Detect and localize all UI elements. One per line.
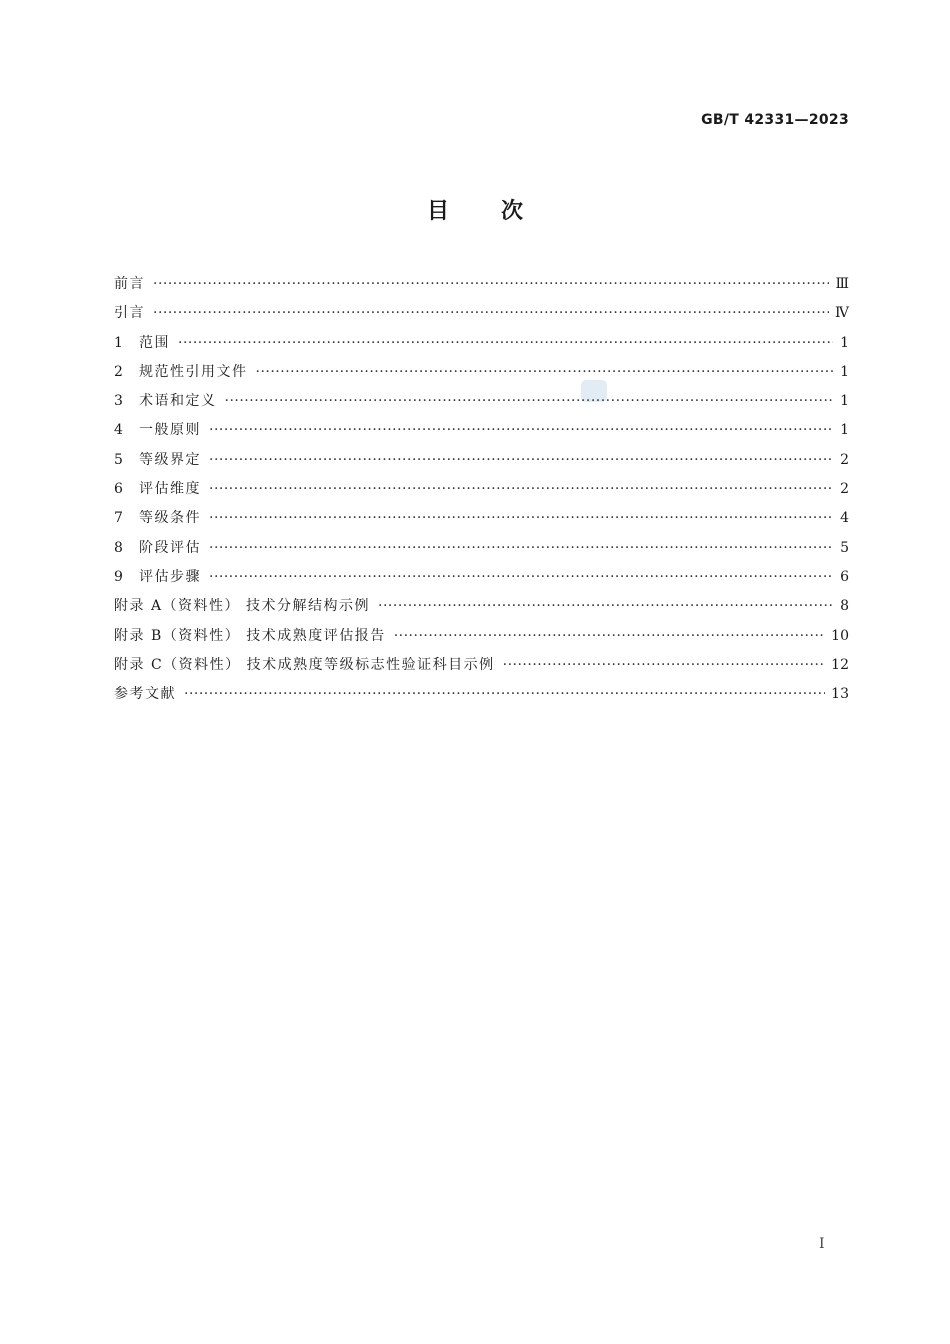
toc-dot-leader [378, 594, 833, 618]
toc-dot-leader [209, 418, 833, 442]
toc-entry-number: 2 [114, 363, 123, 380]
toc-dot-leader [153, 301, 829, 325]
toc-entry-page: 2 [840, 451, 849, 468]
toc-entry-label: 规范性引用文件 [139, 363, 248, 380]
toc-entry-number: 3 [114, 393, 123, 410]
toc-entry[interactable] [114, 272, 849, 301]
toc-entry-label: 引言 [114, 305, 145, 322]
toc-entry-number: 7 [114, 510, 123, 527]
toc-entry-number: 1 [114, 334, 123, 351]
toc-entry-label: 评估维度 [139, 481, 201, 498]
page-title: 目次 [426, 199, 575, 224]
toc-entry-number: 5 [114, 451, 123, 468]
toc-entry-page: 1 [840, 334, 849, 351]
toc-dot-leader [256, 360, 834, 384]
toc-dot-leader [153, 272, 829, 296]
toc-entry-label: 附录 C（资料性） 技术成熟度等级标志性验证科目示例 [114, 656, 495, 673]
toc-dot-leader [209, 536, 833, 560]
toc-entry[interactable] [114, 682, 849, 711]
toc-entry-label: 范围 [139, 334, 170, 351]
toc-entry-label: 等级条件 [139, 510, 201, 527]
toc-entry-number: 4 [114, 422, 123, 439]
toc-entry-page: 13 [831, 686, 849, 703]
toc-entry-page: 1 [840, 393, 849, 410]
toc-entry-page: 6 [840, 568, 849, 585]
toc-entry-label: 等级界定 [139, 451, 201, 468]
toc-entry[interactable] [114, 536, 849, 565]
toc-entry-page: 8 [840, 598, 849, 615]
toc-dot-leader [209, 448, 833, 472]
toc-dot-leader [209, 565, 833, 589]
toc-dot-leader [178, 331, 833, 355]
toc-entry-number: 9 [114, 568, 123, 585]
toc-entry-label: 附录 A（资料性） 技术分解结构示例 [114, 598, 371, 615]
toc-entry-page: 4 [840, 510, 849, 527]
toc-entry[interactable] [114, 653, 849, 682]
standard-number: GB/T 42331—2023 [701, 112, 849, 128]
toc-entry[interactable] [114, 418, 849, 447]
toc-entry-number: 8 [114, 539, 123, 556]
toc-dot-leader [209, 506, 833, 530]
toc-entry[interactable] [114, 360, 849, 389]
toc-entry-page: 12 [831, 656, 849, 673]
toc-entry-label: 术语和定义 [139, 393, 217, 410]
toc-entry-number: 6 [114, 481, 123, 498]
toc-dot-leader [394, 624, 825, 648]
toc-entry-label: 附录 B（资料性） 技术成熟度评估报告 [114, 627, 386, 644]
toc-entry-page: Ⅲ [835, 276, 849, 292]
toc-entry-label: 评估步骤 [139, 568, 201, 585]
toc-entry[interactable] [114, 506, 849, 535]
toc-entry[interactable] [114, 594, 849, 623]
toc-entry-label: 前言 [114, 276, 145, 292]
toc-entry[interactable] [114, 477, 849, 506]
toc-entry[interactable] [114, 565, 849, 594]
toc-dot-leader [503, 653, 826, 677]
toc-dot-leader [184, 682, 825, 706]
toc-entry-page: Ⅳ [835, 305, 849, 322]
table-of-contents [114, 272, 849, 711]
toc-entry-page: 5 [840, 539, 849, 556]
toc-dot-leader [225, 389, 834, 413]
toc-entry-page: 1 [840, 422, 849, 439]
toc-entry[interactable] [114, 389, 849, 418]
toc-dot-leader [209, 477, 833, 501]
toc-entry[interactable] [114, 448, 849, 477]
toc-entry-page: 1 [840, 363, 849, 380]
toc-entry[interactable] [114, 301, 849, 330]
toc-entry-page: 10 [831, 627, 849, 644]
page-number: I [819, 1236, 825, 1252]
toc-entry-page: 2 [840, 481, 849, 498]
toc-entry-label: 阶段评估 [139, 539, 201, 556]
toc-entry-label: 一般原则 [139, 422, 201, 439]
toc-entry[interactable] [114, 331, 849, 360]
toc-entry[interactable] [114, 624, 849, 653]
toc-entry-label: 参考文献 [114, 686, 176, 703]
